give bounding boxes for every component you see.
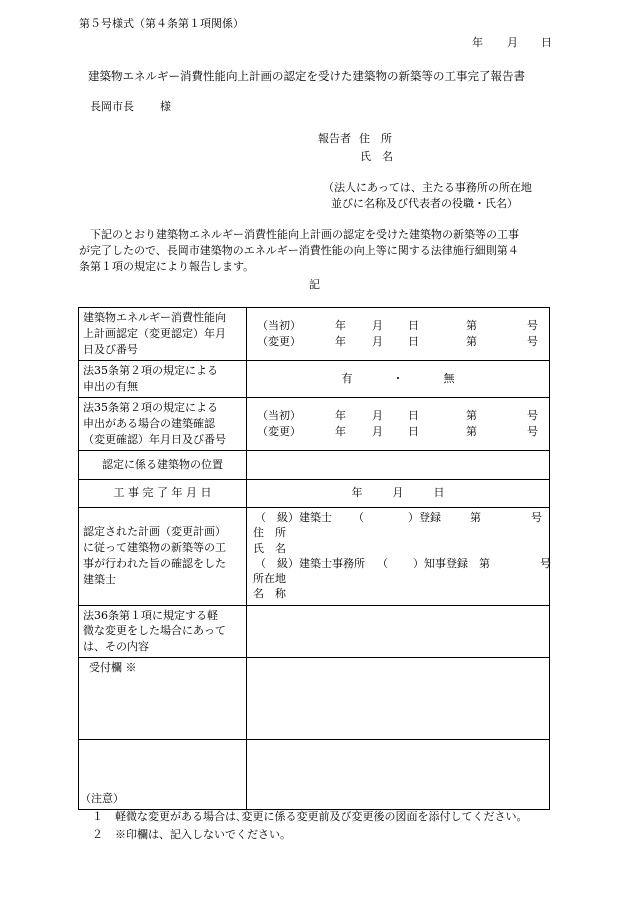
registration-label: ）登録 bbox=[408, 511, 441, 525]
value-completion-date[interactable] bbox=[247, 479, 550, 507]
row-architect bbox=[79, 507, 550, 605]
option-no[interactable]: 無 bbox=[443, 371, 455, 385]
architect-name-label: 氏 名 bbox=[253, 541, 286, 555]
label-line: は、その内容 bbox=[83, 640, 149, 654]
row-application-presence bbox=[79, 360, 550, 397]
label-line: に従って建築物の新築等の工 bbox=[83, 541, 226, 555]
label-line: 法35条第２項の規定による bbox=[83, 363, 218, 377]
note-text: 軽微な変更がある場合は､変更に係る変更前及び変更後の図面を添付してください。 bbox=[115, 810, 528, 823]
number-prefix: 第 bbox=[466, 424, 477, 438]
number-prefix: 第 bbox=[466, 334, 477, 348]
number-prefix: 第 bbox=[479, 557, 490, 570]
year-label: 年 bbox=[335, 318, 346, 332]
label-line: 日及び番号 bbox=[83, 342, 138, 356]
reporter-address-label: 住 所 bbox=[359, 132, 392, 145]
reporter-label: 報告者 bbox=[318, 132, 351, 145]
note-item bbox=[92, 808, 528, 825]
label-line: 微な変更をした場合にあって bbox=[83, 624, 226, 638]
label-architect bbox=[79, 507, 247, 605]
number-suffix: 号 bbox=[540, 557, 551, 570]
value-building-confirmation[interactable] bbox=[247, 397, 550, 450]
label-line: 法35条第２項の規定による bbox=[83, 400, 218, 414]
row-reception-body bbox=[79, 740, 550, 810]
note-number: １ bbox=[92, 810, 103, 823]
note-text: ※印欄は、記入しないでください。 bbox=[115, 828, 291, 841]
note-item bbox=[92, 826, 291, 843]
number-prefix: 第 bbox=[466, 408, 477, 422]
value-architect[interactable] bbox=[247, 507, 550, 605]
amended-cert-line bbox=[251, 334, 545, 350]
label-minor-change bbox=[79, 605, 247, 658]
option-yes[interactable]: 有 bbox=[341, 371, 353, 385]
day-label: 日 bbox=[408, 318, 419, 332]
original-label: （当初） bbox=[257, 408, 301, 422]
reporter-block bbox=[318, 130, 392, 147]
value-application-presence[interactable] bbox=[247, 360, 550, 397]
label-line: 事が行われた旨の確認をした bbox=[83, 557, 226, 570]
open-paren: （ bbox=[377, 557, 388, 570]
report-form-table bbox=[78, 307, 550, 810]
label-reception: 受付欄 ※ bbox=[79, 658, 247, 740]
label-completion-date: 工 事 完 了 年 月 日 bbox=[79, 479, 247, 507]
architect-address-label: 住 所 bbox=[253, 526, 286, 540]
body-text-line1: 下記のとおり建築物エネルギー消費性能向上計画の認定を受けた建築物の新築等の工事 bbox=[90, 228, 519, 241]
label-line: 法36条第１項に規定する軽 bbox=[83, 608, 218, 622]
number-suffix: 号 bbox=[531, 511, 542, 525]
note-number: ２ bbox=[92, 828, 103, 841]
number-suffix: 号 bbox=[527, 334, 538, 348]
month-label: 月 bbox=[392, 486, 404, 500]
document-title: 建築物エネルギー消費性能向上計画の認定を受けた建築物の新築等の工事完了報告書 bbox=[88, 69, 525, 83]
day-label: 日 bbox=[408, 424, 419, 438]
corporate-note-line2: 並びに名称及び代表者の役職・氏名） bbox=[331, 197, 518, 210]
date-year-label: 年 bbox=[472, 36, 483, 49]
original-cert-line bbox=[251, 318, 545, 334]
corporate-note-line1: （法人にあっては、主たる事務所の所在地 bbox=[323, 181, 532, 194]
label-line: 建築物エネルギー消費性能向 bbox=[83, 311, 226, 324]
row-completion-date bbox=[79, 479, 550, 507]
number-suffix: 号 bbox=[527, 424, 538, 438]
amended-label: （変更） bbox=[257, 334, 301, 348]
year-label: 年 bbox=[335, 424, 346, 438]
row-reception-header bbox=[79, 658, 550, 740]
number-suffix: 号 bbox=[527, 408, 538, 422]
reception-blank-cell bbox=[247, 658, 550, 740]
open-paren: （ bbox=[353, 511, 364, 525]
value-certification-date[interactable] bbox=[247, 308, 550, 361]
reception-cell-right bbox=[247, 740, 550, 810]
year-label: 年 bbox=[351, 486, 363, 500]
addressee-honorific: 様 bbox=[160, 100, 171, 113]
month-label: 月 bbox=[372, 424, 383, 438]
ki-label: 記 bbox=[309, 278, 320, 291]
month-label: 月 bbox=[372, 408, 383, 422]
label-building-location: 認定に係る建築物の位置 bbox=[79, 450, 247, 479]
addressee bbox=[90, 98, 171, 115]
day-label: 日 bbox=[408, 334, 419, 348]
label-building-confirmation bbox=[79, 397, 247, 450]
reporter-name-label: 氏 名 bbox=[360, 150, 393, 163]
row-building-confirmation bbox=[79, 397, 550, 450]
governor-registration-label: ）知事登録 bbox=[413, 557, 468, 570]
original-confirm-line bbox=[251, 408, 545, 424]
year-label: 年 bbox=[335, 334, 346, 348]
year-label: 年 bbox=[335, 408, 346, 422]
month-label: 月 bbox=[372, 318, 383, 332]
architect-registration-line bbox=[253, 510, 545, 525]
label-line: （変更確認）年月日及び番号 bbox=[83, 432, 226, 446]
day-label: 日 bbox=[433, 486, 445, 500]
body-text-line2: が完了したので、長岡市建築物のエネルギー消費性能の向上等に関する法律施行細則第４ bbox=[79, 244, 519, 257]
architect-class-label: （ 級）建築士 bbox=[255, 511, 332, 525]
label-line: 認定された計画（変更計画） bbox=[83, 525, 226, 539]
option-separator: ・ bbox=[392, 371, 404, 385]
row-minor-change bbox=[79, 605, 550, 658]
office-registration-line bbox=[253, 556, 551, 571]
value-minor-change[interactable] bbox=[247, 605, 550, 658]
form-number: 第５号様式（第４条第１項関係） bbox=[79, 17, 244, 30]
body-text-line3: 条第１項の規定により報告します。 bbox=[79, 260, 255, 273]
label-line: 申出がある場合の建築確認 bbox=[83, 416, 215, 430]
number-prefix: 第 bbox=[470, 511, 481, 525]
office-location-label: 所在地 bbox=[253, 572, 286, 585]
date-day-label: 日 bbox=[541, 36, 552, 49]
label-line: 申出の有無 bbox=[83, 379, 138, 393]
label-application-presence bbox=[79, 360, 247, 397]
notes-heading: （注意） bbox=[80, 792, 124, 805]
original-label: （当初） bbox=[257, 318, 301, 332]
number-prefix: 第 bbox=[466, 318, 477, 332]
office-class-label: （ 級）建築士事務所 bbox=[255, 557, 365, 570]
row-building-location bbox=[79, 450, 550, 479]
month-label: 月 bbox=[372, 334, 383, 348]
day-label: 日 bbox=[408, 408, 419, 422]
office-name-label: 名 称 bbox=[253, 587, 286, 601]
date-month-label: 月 bbox=[507, 36, 518, 49]
number-suffix: 号 bbox=[527, 318, 538, 332]
row-certification-date bbox=[79, 308, 550, 361]
amended-confirm-line bbox=[251, 424, 545, 440]
value-building-location[interactable] bbox=[247, 450, 550, 479]
label-line: 建築士 bbox=[83, 572, 116, 586]
addressee-name: 長岡市長 bbox=[90, 100, 134, 113]
label-certification-date bbox=[79, 308, 247, 361]
label-line: 上計画認定（変更認定）年月 bbox=[83, 326, 226, 340]
amended-label: （変更） bbox=[257, 424, 301, 438]
